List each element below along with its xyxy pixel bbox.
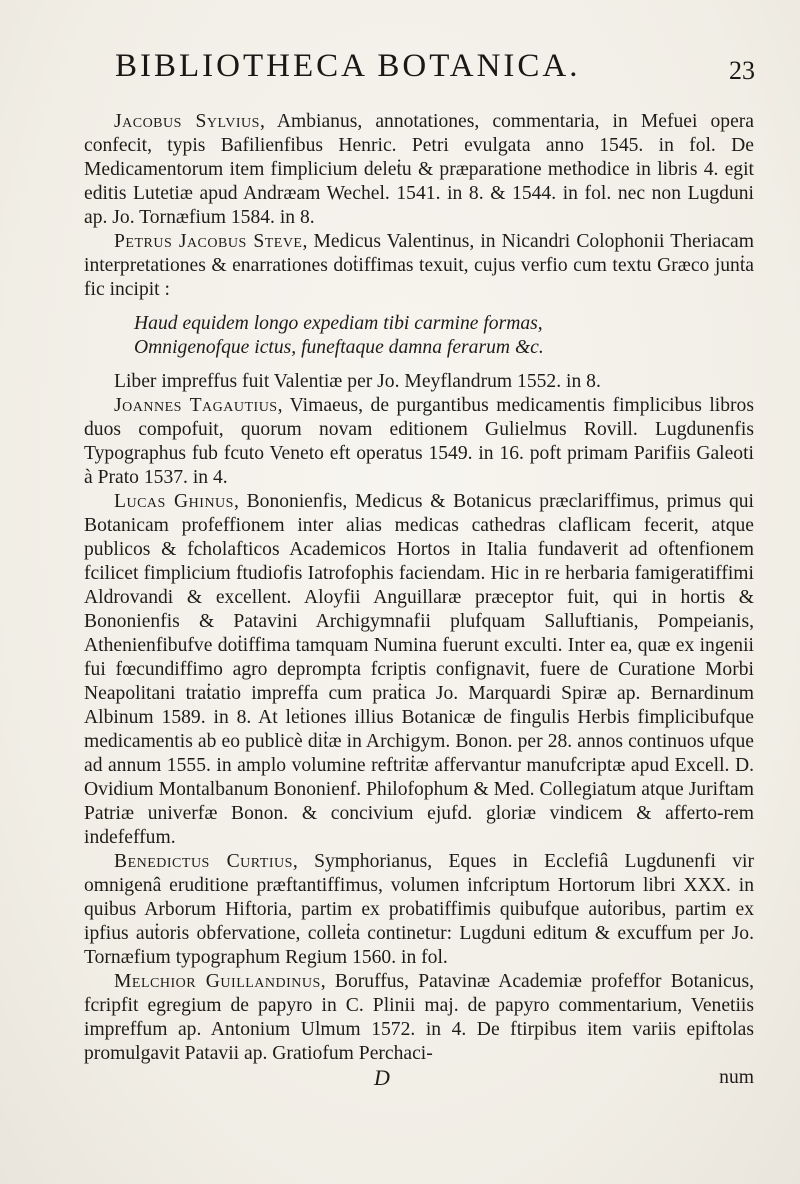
- entry-joannes-tagautius: [84, 394, 754, 490]
- page-header: [115, 48, 755, 92]
- entry-text: , Medicus Valentinus, in Nicandri Colophonii Theriacam interpretationes & enarrationes doṫiffimas texuit, cujus verfio cum textu Græco junṫa fic incipit :: [84, 231, 754, 300]
- entry-benedictus-curtius: [84, 850, 754, 970]
- verse-line-1: Haud equidem longo expediam tibi carmine formas,: [134, 313, 543, 334]
- entry-author: Jacobus Sylvius: [114, 111, 260, 132]
- entry-author: Melchior Guillandinus: [114, 971, 321, 992]
- entry-author: Joannes Tagautius: [114, 395, 278, 416]
- entry-author: Petrus Jacobus Steve: [114, 231, 303, 252]
- signature-mark: D: [374, 1065, 390, 1090]
- entry-petrus-steve: [84, 230, 754, 302]
- page-number: 23: [729, 56, 755, 85]
- imprint-note: Liber impreffus fuit Valentiæ per Jo. Meyflandrum 1552. in 8.: [114, 371, 601, 392]
- entry-author: Lucas Ghinus: [114, 491, 234, 512]
- entry-author: Benedictus Curtius: [114, 851, 293, 872]
- entry-text: , Symphorianus, Eques in Ecclefiâ Lugdunenfi vir omnigenâ eruditione præftantiffimus, volumen infcriptum Hortorum libri XXX. in quibus Arborum Hiftoria, partim ex probatiffimis quibufque auṫoribus, partim ex ipfius auṫoris obfervatione, colleṫa continetur: Lugduni editum & excuffum per Jo. Tornæfium typographum Regium 1560. in fol.: [84, 851, 754, 968]
- verse-quotation: [134, 312, 754, 360]
- entry-melchior-guillandinus: [84, 970, 754, 1066]
- body-text: [84, 110, 754, 1090]
- page-footer: [84, 1066, 754, 1090]
- entry-text: , Boruffus, Patavinæ Academiæ profeffor Botanicus, fcripfit egregium de papyro in C. Plinii maj. de papyro commentarium, Venetiis impreffum ap. Antonium Ulmum 1572. in 4. De ftirpibus item variis epiftolas promulgavit Patavii ap. Gratiofum Perchaci-: [84, 971, 754, 1064]
- catchword: num: [719, 1067, 754, 1088]
- entry-text: , Ambianus, annotationes, commentaria, in Mefuei opera confecit, typis Bafilienfibus Henric. Petri evulgata anno 1545. in fol. De Medicamentorum item fimplicium deleṫu & præparatione methodice in libris 4. egit editis Lutetiæ apud Andræam Wechel. 1541. in 8. & 1544. in fol. nec non Lugduni ap. Jo. Tornæfium 1584. in 8.: [84, 111, 755, 228]
- entry-text: , Vimaeus, de purgantibus medicamentis fimplicibus libros duos compofuit, quorum novam editionem Gulielmus Rovill. Lugdunenfis Typographus fub fcuto Veneto eft operatus 1549. in 16. poft primam Parifiis Galeoti à Prato 1537. in 4.: [84, 395, 754, 488]
- entry-lucas-ghinus: [84, 490, 754, 850]
- entry-text: , Bononienfis, Medicus & Botanicus præclariffimus, primus qui Botanicam profeffionem inter alias medicas cathedras claflicam fecerit, atque publicos & fcholafticos Academicos Hortos in Italia fundaverit ad oftenfionem fcilicet fimplicium ftudiofis Iatrofophis faciendam. Hic in re herbaria famigeratiffimi Aldrovandi & excellent. Aloyfii Anguillaræ præceptor fuit, qui in hortis & Bononienfis & Patavini Archigymnafii plufquam Salluftianis, Pompeianis, Athenienfibufve doṫiffima tamquam Numina fuerunt exculti. Inter ea, quæ ex ingenii fui fœcundiffimo agro deprompta fcriptis confignavit, fuere de Curatione Morbi Neapolitani traṫatio impreffa cum praṫica Jo. Marquardi Spiræ ap. Bernardinum Albinum 1589. in 8. At leṫiones illius Botanicæ de fingulis Herbis fimplicibufque medicamentis ab eo publicè diṫæ in Archigym. Bonon. per 28. annos continuos ufque ad annum 1555. in amplo volumine reftriṫæ affervantur manufcriptæ apud Excell. D. Ovidium Montalbanum Bononienf. Philofophum & Med. Collegiatum atque Juriftam Patriæ univerfæ Bonon. & concivium ejufd. gloriæ vindicem & afferto-rem indefeffum.: [84, 491, 754, 848]
- verse-line-2: Omnigenofque ictus, funeftaque damna ferarum &c.: [134, 337, 544, 358]
- entry-jacobus-sylvius: [84, 110, 754, 230]
- running-head: BIBLIOTHECA BOTANICA.: [115, 48, 581, 84]
